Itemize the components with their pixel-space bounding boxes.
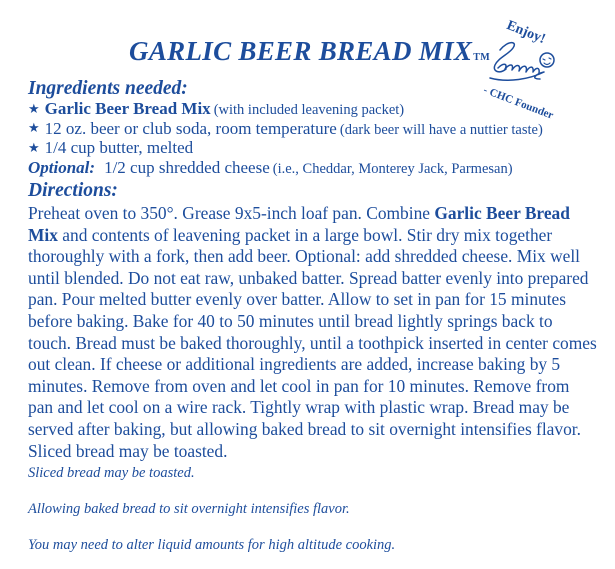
footnote: Allowing baked bread to sit overnight intensifies flavor. (28, 501, 350, 517)
footnote: You may need to alter liquid amounts for high altitude cooking. (28, 537, 396, 553)
star-bullet-icon: ★ (28, 139, 40, 155)
ingredient-note: (with included leavening packet) (213, 102, 405, 118)
ingredient-note: (dark beer will have a nuttier taste) (339, 121, 543, 138)
footnote: Sliced bread may be toasted. (28, 465, 195, 481)
ingredient-text: 1/2 cup shredded cheese (104, 157, 270, 177)
ingredients-heading: Ingredients needed: (28, 78, 188, 99)
founder-caption: - CHC Founder (481, 84, 556, 122)
ingredient-text: 12 oz. beer or club soda, room temperature (44, 118, 337, 138)
ingredient-item (28, 139, 610, 159)
star-bullet-icon: ★ (28, 100, 40, 116)
ingredients-section (28, 78, 610, 178)
trademark-mark: TM (473, 52, 490, 63)
ingredient-text: 1/4 cup butter, melted (44, 138, 194, 158)
ingredient-text: Garlic Beer Bread Mix (44, 99, 211, 118)
optional-label: Optional: (28, 157, 96, 177)
directions-paragraph (28, 203, 598, 462)
directions-text: and contents of leavening packet in a large bowl. Stir dry mix together thoroughly with a fork, then add beer. Optional: add shredded cheese. Mix well until blended. Do not eat raw, unbaked batter. Spread batter evenly into prepared pan. Pour melted butter evenly over batter. Allow to set in pan for 15 minutes before baking. Bake for 40 to 50 minutes until bread lightly springs back to touch. Bread must be baked thoroughly, until a toothpick inserted in center comes out clean. If cheese or additional ingredients are added, increase baking by 5 minutes. Remove from oven and let cool in pan for 10 minutes. Remove from pan and let cool on a wire rack. Tightly wrap with plastic wrap. Bread may be served after baking, but allowing baked bread to sit overnight intensifies flavor. Sliced bread may be toasted. (28, 224, 597, 461)
ingredient-item (28, 120, 610, 140)
title-text: GARLIC BEER BREAD MIX (129, 36, 473, 66)
enjoy-text: Enjoy! (504, 18, 548, 48)
ingredient-item (28, 100, 610, 120)
ingredient-note: (i.e., Cheddar, Monterey Jack, Parmesan) (272, 160, 513, 177)
directions-text: Preheat oven to 350°. Grease 9x5-inch loaf pan. Combine (28, 203, 435, 223)
directions-product-name: Garlic Beer Bread Mix (28, 203, 570, 245)
directions-section (28, 180, 598, 462)
ingredient-item-optional (28, 159, 610, 179)
directions-heading: Directions: (28, 180, 118, 201)
star-bullet-icon: ★ (28, 120, 40, 136)
footnotes-section (28, 466, 548, 569)
